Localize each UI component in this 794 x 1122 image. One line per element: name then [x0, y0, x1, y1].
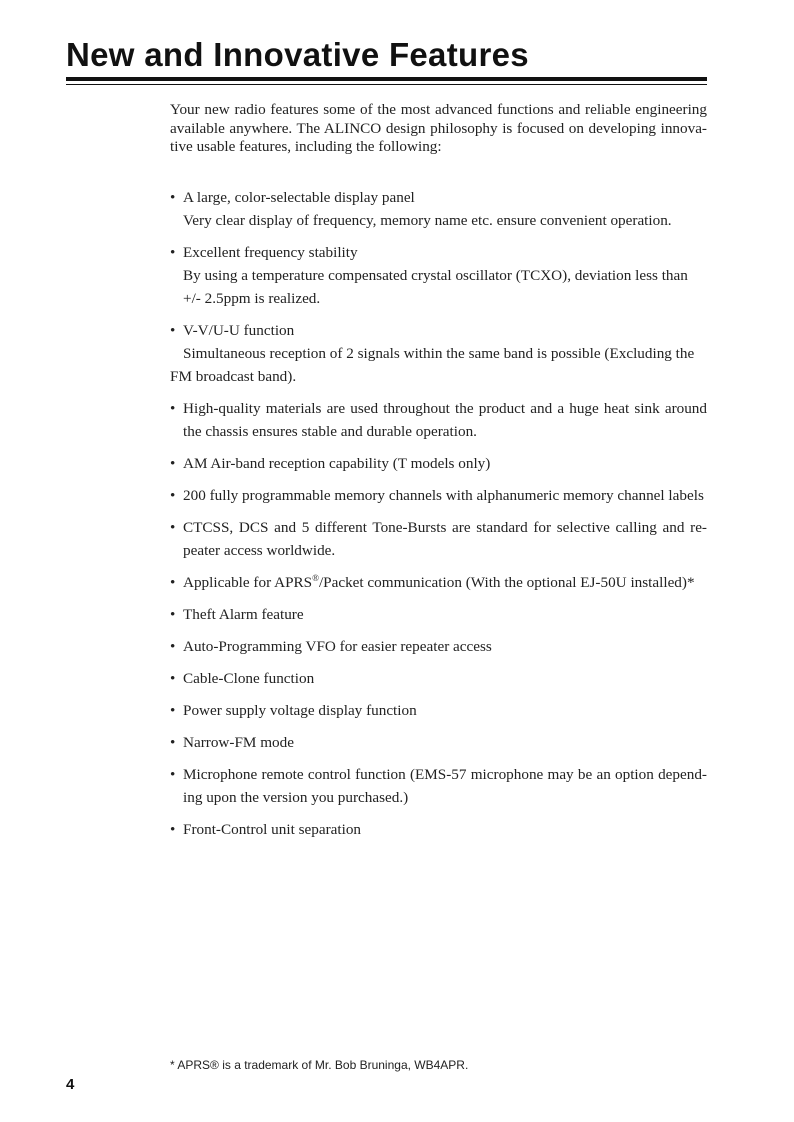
- title-rule-thick: [66, 77, 707, 81]
- feature-text: Cable-Clone function: [183, 670, 315, 687]
- feature-item-stability: [170, 241, 707, 310]
- bullet-icon: •: [170, 821, 176, 838]
- bullet-icon: •: [170, 734, 176, 751]
- feature-description: Very clear display of frequency, memory name etc. ensure convenient operation.: [183, 212, 672, 229]
- footnote: * APRS® is a trademark of Mr. Bob Bruninga, WB4APR.: [170, 1058, 469, 1072]
- feature-item-materials: [170, 397, 707, 443]
- feature-text: 200 fully programmable memory channels with alphanumeric memory channel labels: [183, 487, 704, 504]
- feature-text: Front-Control unit separation: [183, 821, 362, 838]
- feature-text: [183, 571, 707, 594]
- bullet-icon: •: [170, 400, 176, 417]
- bullet-icon: •: [170, 574, 176, 591]
- bullet-icon: •: [170, 519, 176, 536]
- feature-text: A large, color-selectable display panel: [183, 189, 415, 206]
- feature-description-first-line: Simultaneous reception of 2 signals within the same band is possible (Excluding the: [183, 345, 695, 362]
- bullet-icon: •: [170, 702, 176, 719]
- feature-description-continuation: FM broadcast band).: [170, 368, 297, 385]
- intro-paragraph: Your new radio features some of the most advanced functions and reliable engineering available anywhere. The ALINCO design philosophy is focused on developing innova-tive usable features, including the following:: [170, 101, 707, 156]
- bullet-icon: •: [170, 487, 176, 504]
- bullet-icon: •: [170, 606, 176, 623]
- bullet-icon: •: [170, 766, 176, 783]
- feature-item-vfo: [170, 635, 707, 658]
- feature-item-airband: [170, 452, 707, 475]
- title-rule-thin: [66, 84, 707, 85]
- feature-item-mic: [170, 763, 707, 809]
- feature-text: High-quality materials are used throughout the product and a huge heat sink around the chassis ensures stable and durable operation.: [183, 400, 707, 440]
- feature-text: Auto-Programming VFO for easier repeater access: [183, 638, 492, 655]
- feature-item-vvuu: [170, 319, 707, 388]
- feature-item-display: [170, 186, 707, 232]
- feature-item-narrow: [170, 731, 707, 754]
- feature-text: Microphone remote control function (EMS-57 microphone may be an option depend-ing upon the version you purchased.): [183, 766, 707, 806]
- aprs-text-post: /Packet communication (With the optional EJ-50U installed)*: [318, 574, 695, 591]
- registered-mark: ®: [312, 572, 319, 583]
- feature-item-theft: [170, 603, 707, 626]
- feature-list: [170, 186, 707, 850]
- bullet-icon: •: [170, 322, 176, 339]
- feature-item-voltage: [170, 699, 707, 722]
- feature-item-aprs: [170, 571, 707, 594]
- page-number: 4: [66, 1076, 75, 1093]
- page-title: New and Innovative Features: [66, 36, 529, 73]
- feature-text: CTCSS, DCS and 5 different Tone-Bursts are standard for selective calling and re-peater access worldwide.: [183, 519, 707, 559]
- feature-description: [170, 342, 707, 388]
- feature-text: Excellent frequency stability: [183, 244, 358, 261]
- feature-text: V-V/U-U function: [183, 322, 295, 339]
- feature-item-memory: [170, 484, 707, 507]
- feature-description: By using a temperature compensated crystal oscillator (TCXO), deviation less than +/- 2.5ppm is realized.: [183, 267, 688, 307]
- bullet-icon: •: [170, 638, 176, 655]
- feature-text: Narrow-FM mode: [183, 734, 294, 751]
- aprs-text-pre: Applicable for APRS: [183, 574, 313, 591]
- bullet-icon: •: [170, 670, 176, 687]
- bullet-icon: •: [170, 455, 176, 472]
- feature-text: Theft Alarm feature: [183, 606, 304, 623]
- feature-text: AM Air-band reception capability (T models only): [183, 455, 491, 472]
- feature-text: Power supply voltage display function: [183, 702, 417, 719]
- feature-item-clone: [170, 667, 707, 690]
- feature-item-front: [170, 818, 707, 841]
- feature-item-ctcss: [170, 516, 707, 562]
- bullet-icon: •: [170, 244, 176, 261]
- bullet-icon: •: [170, 189, 176, 206]
